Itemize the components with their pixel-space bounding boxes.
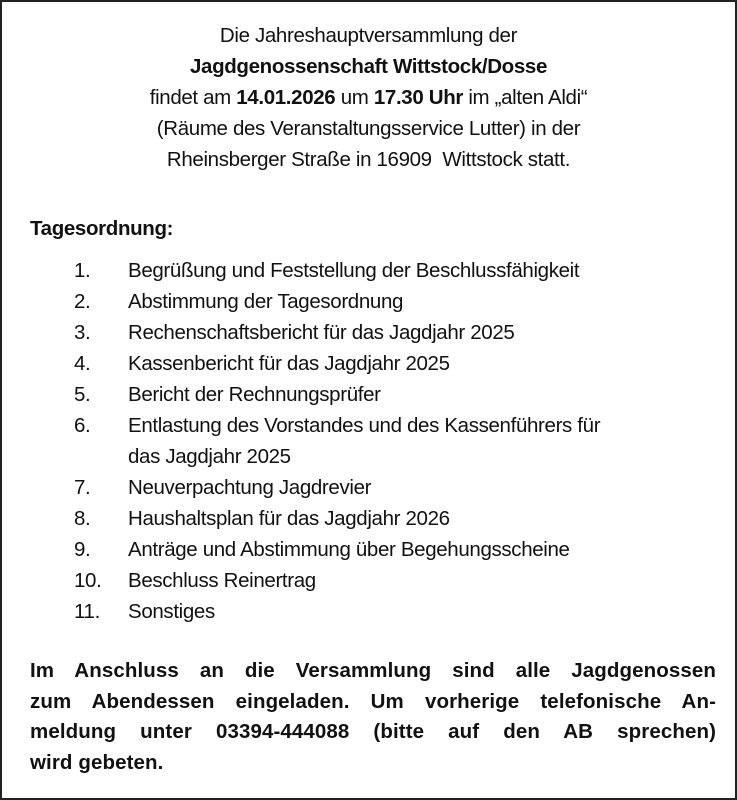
- agenda-item-text: Neuverpachtung Jagdrevier: [128, 476, 372, 499]
- agenda-item-number: 8.: [74, 507, 91, 530]
- intro-line-1: Die Jahreshauptversammlung der: [219, 24, 518, 47]
- agenda-item-number: 11.: [74, 600, 100, 623]
- agenda-item-text: Bericht der Rechnungsprüfer: [128, 383, 381, 406]
- meeting-time: 17.30 Uhr: [373, 86, 463, 109]
- agenda-item-number: 7.: [74, 476, 91, 499]
- intro-address-line: Rheinsberger Straße in 16909 Wittstock statt.: [166, 148, 571, 171]
- closing-line-2: zum Abendessen eingeladen. Um vorherige telefonische An-: [30, 689, 716, 713]
- agenda-item-text-continued: das Jagdjahr 2025: [128, 445, 291, 468]
- closing-line-4: wird gebeten.: [30, 750, 164, 774]
- agenda-item-text: Kassenbericht für das Jagdjahr 2025: [128, 352, 450, 375]
- agenda-item-number: 5.: [74, 383, 91, 406]
- agenda-item-number: 1.: [74, 259, 91, 282]
- agenda-item: [2, 379, 735, 410]
- intro-line-4: (Räume des Veranstaltungsservice Lutter) in der: [156, 117, 581, 140]
- agenda-item: [2, 410, 735, 472]
- agenda-item: [2, 348, 735, 379]
- agenda-item-number: 6.: [74, 414, 91, 437]
- organization-name: Jagdgenossenschaft Wittstock/Dosse: [189, 55, 547, 78]
- agenda-list: [2, 255, 735, 627]
- agenda-item-text: Haushaltsplan für das Jagdjahr 2026: [128, 507, 450, 530]
- agenda-item: [2, 534, 735, 565]
- agenda-item-number: 2.: [74, 290, 91, 313]
- agenda-item: [2, 596, 735, 627]
- agenda-item: [2, 317, 735, 348]
- closing-line-1: Im Anschluss an die Versammlung sind alle Jagdgenossen: [30, 659, 716, 682]
- agenda-heading: Tagesordnung:: [30, 217, 174, 240]
- agenda-item: [2, 565, 735, 596]
- intro-date-line: [2, 82, 735, 113]
- meeting-announcement: [2, 20, 735, 175]
- agenda-item: [2, 503, 735, 534]
- agenda-item-text: Anträge und Abstimmung über Begehungsscheine: [128, 538, 570, 561]
- agenda-item-text: Beschluss Reinertrag: [128, 569, 316, 592]
- closing-line-phone: meldung unter 03394-444088 (bitte auf den AB sprechen): [30, 720, 716, 743]
- agenda-item-text: Abstimmung der Tagesordnung: [128, 290, 404, 313]
- agenda-item: [2, 286, 735, 317]
- agenda-item-text: Rechenschaftsbericht für das Jagdjahr 2025: [128, 321, 515, 344]
- agenda-item-number: 9.: [74, 538, 91, 561]
- intro-text-um: um: [335, 86, 374, 109]
- agenda-item-number: 3.: [74, 321, 91, 344]
- agenda-item-text: Begrüßung und Feststellung der Beschlussfähigkeit: [128, 259, 580, 282]
- agenda-item-text: Entlastung des Vorstandes und des Kassenführers für: [128, 414, 601, 437]
- closing-paragraph: [30, 656, 716, 778]
- agenda-item: [2, 472, 735, 503]
- agenda-item-text: Sonstiges: [128, 600, 215, 623]
- agenda-item: [2, 255, 735, 286]
- agenda-item-number: 4.: [74, 352, 91, 375]
- intro-text-venue: im „alten Aldi“: [463, 86, 588, 109]
- agenda-item-number: 10.: [74, 569, 102, 592]
- meeting-date: 14.01.2026: [236, 86, 336, 109]
- intro-text-findet: findet am: [149, 86, 237, 109]
